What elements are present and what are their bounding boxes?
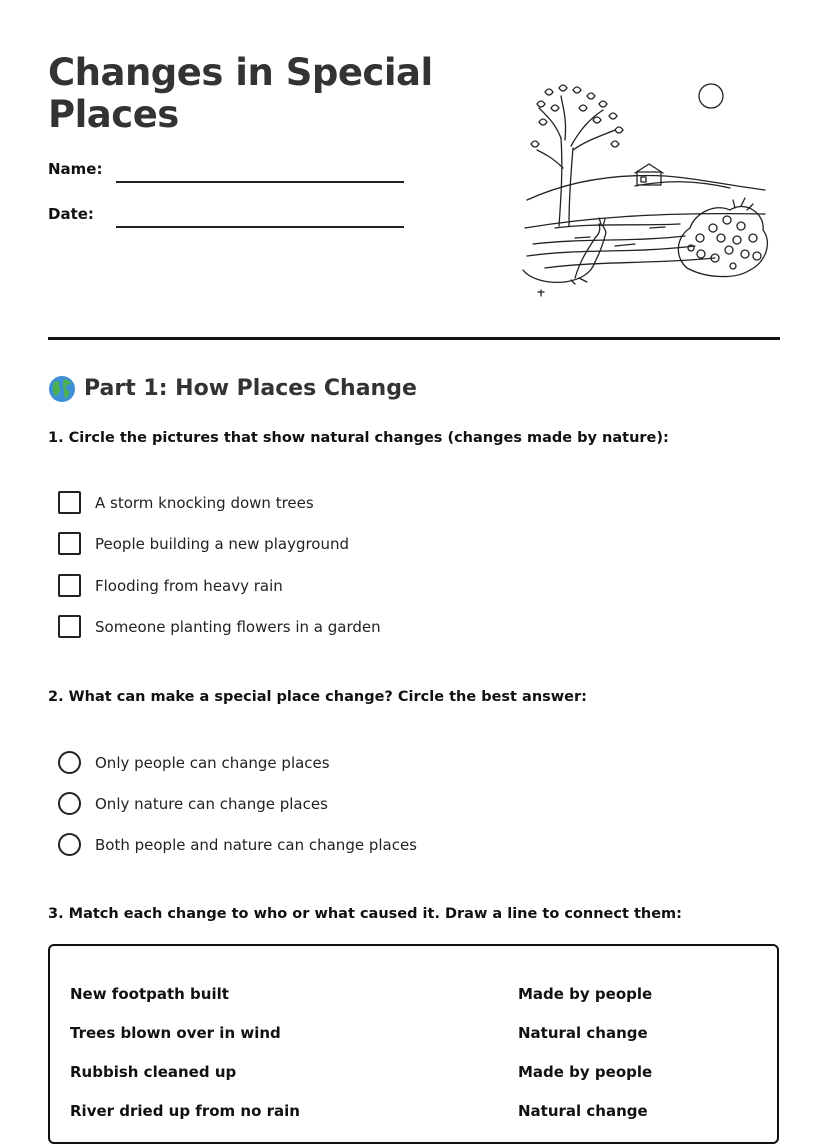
match-item-left[interactable]: New footpath built	[70, 985, 229, 1003]
name-label: Name:	[48, 160, 103, 178]
header-divider	[48, 337, 780, 340]
match-item-left[interactable]: Trees blown over in wind	[70, 1024, 281, 1042]
match-item-right[interactable]: Made by people	[518, 1063, 653, 1081]
sun-icon	[699, 84, 723, 108]
option-label: Both people and nature can change places	[95, 835, 418, 854]
option-label: Only people can change places	[95, 753, 330, 772]
match-item-left[interactable]: Rubbish cleaned up	[70, 1063, 237, 1081]
checkbox[interactable]	[58, 574, 81, 597]
question-2: 2. What can make a special place change? Circle the best answer:	[48, 689, 587, 705]
match-item-left[interactable]: River dried up from no rain	[70, 1102, 300, 1120]
radio-button[interactable]	[58, 792, 81, 815]
date-line[interactable]	[116, 226, 404, 228]
checkbox[interactable]	[58, 491, 81, 514]
name-line[interactable]	[116, 181, 404, 183]
match-item-right[interactable]: Natural change	[518, 1102, 648, 1120]
q1-option[interactable]	[58, 532, 349, 555]
checkbox[interactable]	[58, 615, 81, 638]
option-label: Only nature can change places	[95, 794, 328, 813]
q1-option[interactable]	[58, 491, 314, 514]
flower-bush-icon	[678, 198, 767, 277]
q2-option[interactable]	[58, 792, 328, 815]
date-label: Date:	[48, 205, 94, 223]
matching-box	[48, 944, 779, 1144]
match-item-right[interactable]: Made by people	[518, 985, 653, 1003]
radio-button[interactable]	[58, 751, 81, 774]
page-title: Changes in Special Places	[48, 51, 433, 136]
option-label: Someone planting flowers in a garden	[95, 617, 381, 636]
option-label: People building a new playground	[95, 534, 350, 553]
q1-option[interactable]	[58, 615, 381, 638]
globe-icon	[48, 375, 76, 403]
radio-button[interactable]	[58, 833, 81, 856]
checkbox[interactable]	[58, 532, 81, 555]
q2-option[interactable]	[58, 751, 330, 774]
part1-heading	[48, 374, 417, 404]
part1-heading-text: Part 1: How Places Change	[84, 376, 417, 401]
option-label: A storm knocking down trees	[95, 493, 314, 512]
tree-icon	[531, 85, 623, 147]
q1-option[interactable]	[58, 574, 283, 597]
q2-option[interactable]	[58, 833, 417, 856]
option-label: Flooding from heavy rain	[95, 576, 283, 595]
match-item-right[interactable]: Natural change	[518, 1024, 648, 1042]
landscape-illustration	[515, 78, 777, 303]
question-3: 3. Match each change to who or what caused it. Draw a line to connect them:	[48, 906, 682, 922]
question-1: 1. Circle the pictures that show natural changes (changes made by nature):	[48, 430, 669, 446]
